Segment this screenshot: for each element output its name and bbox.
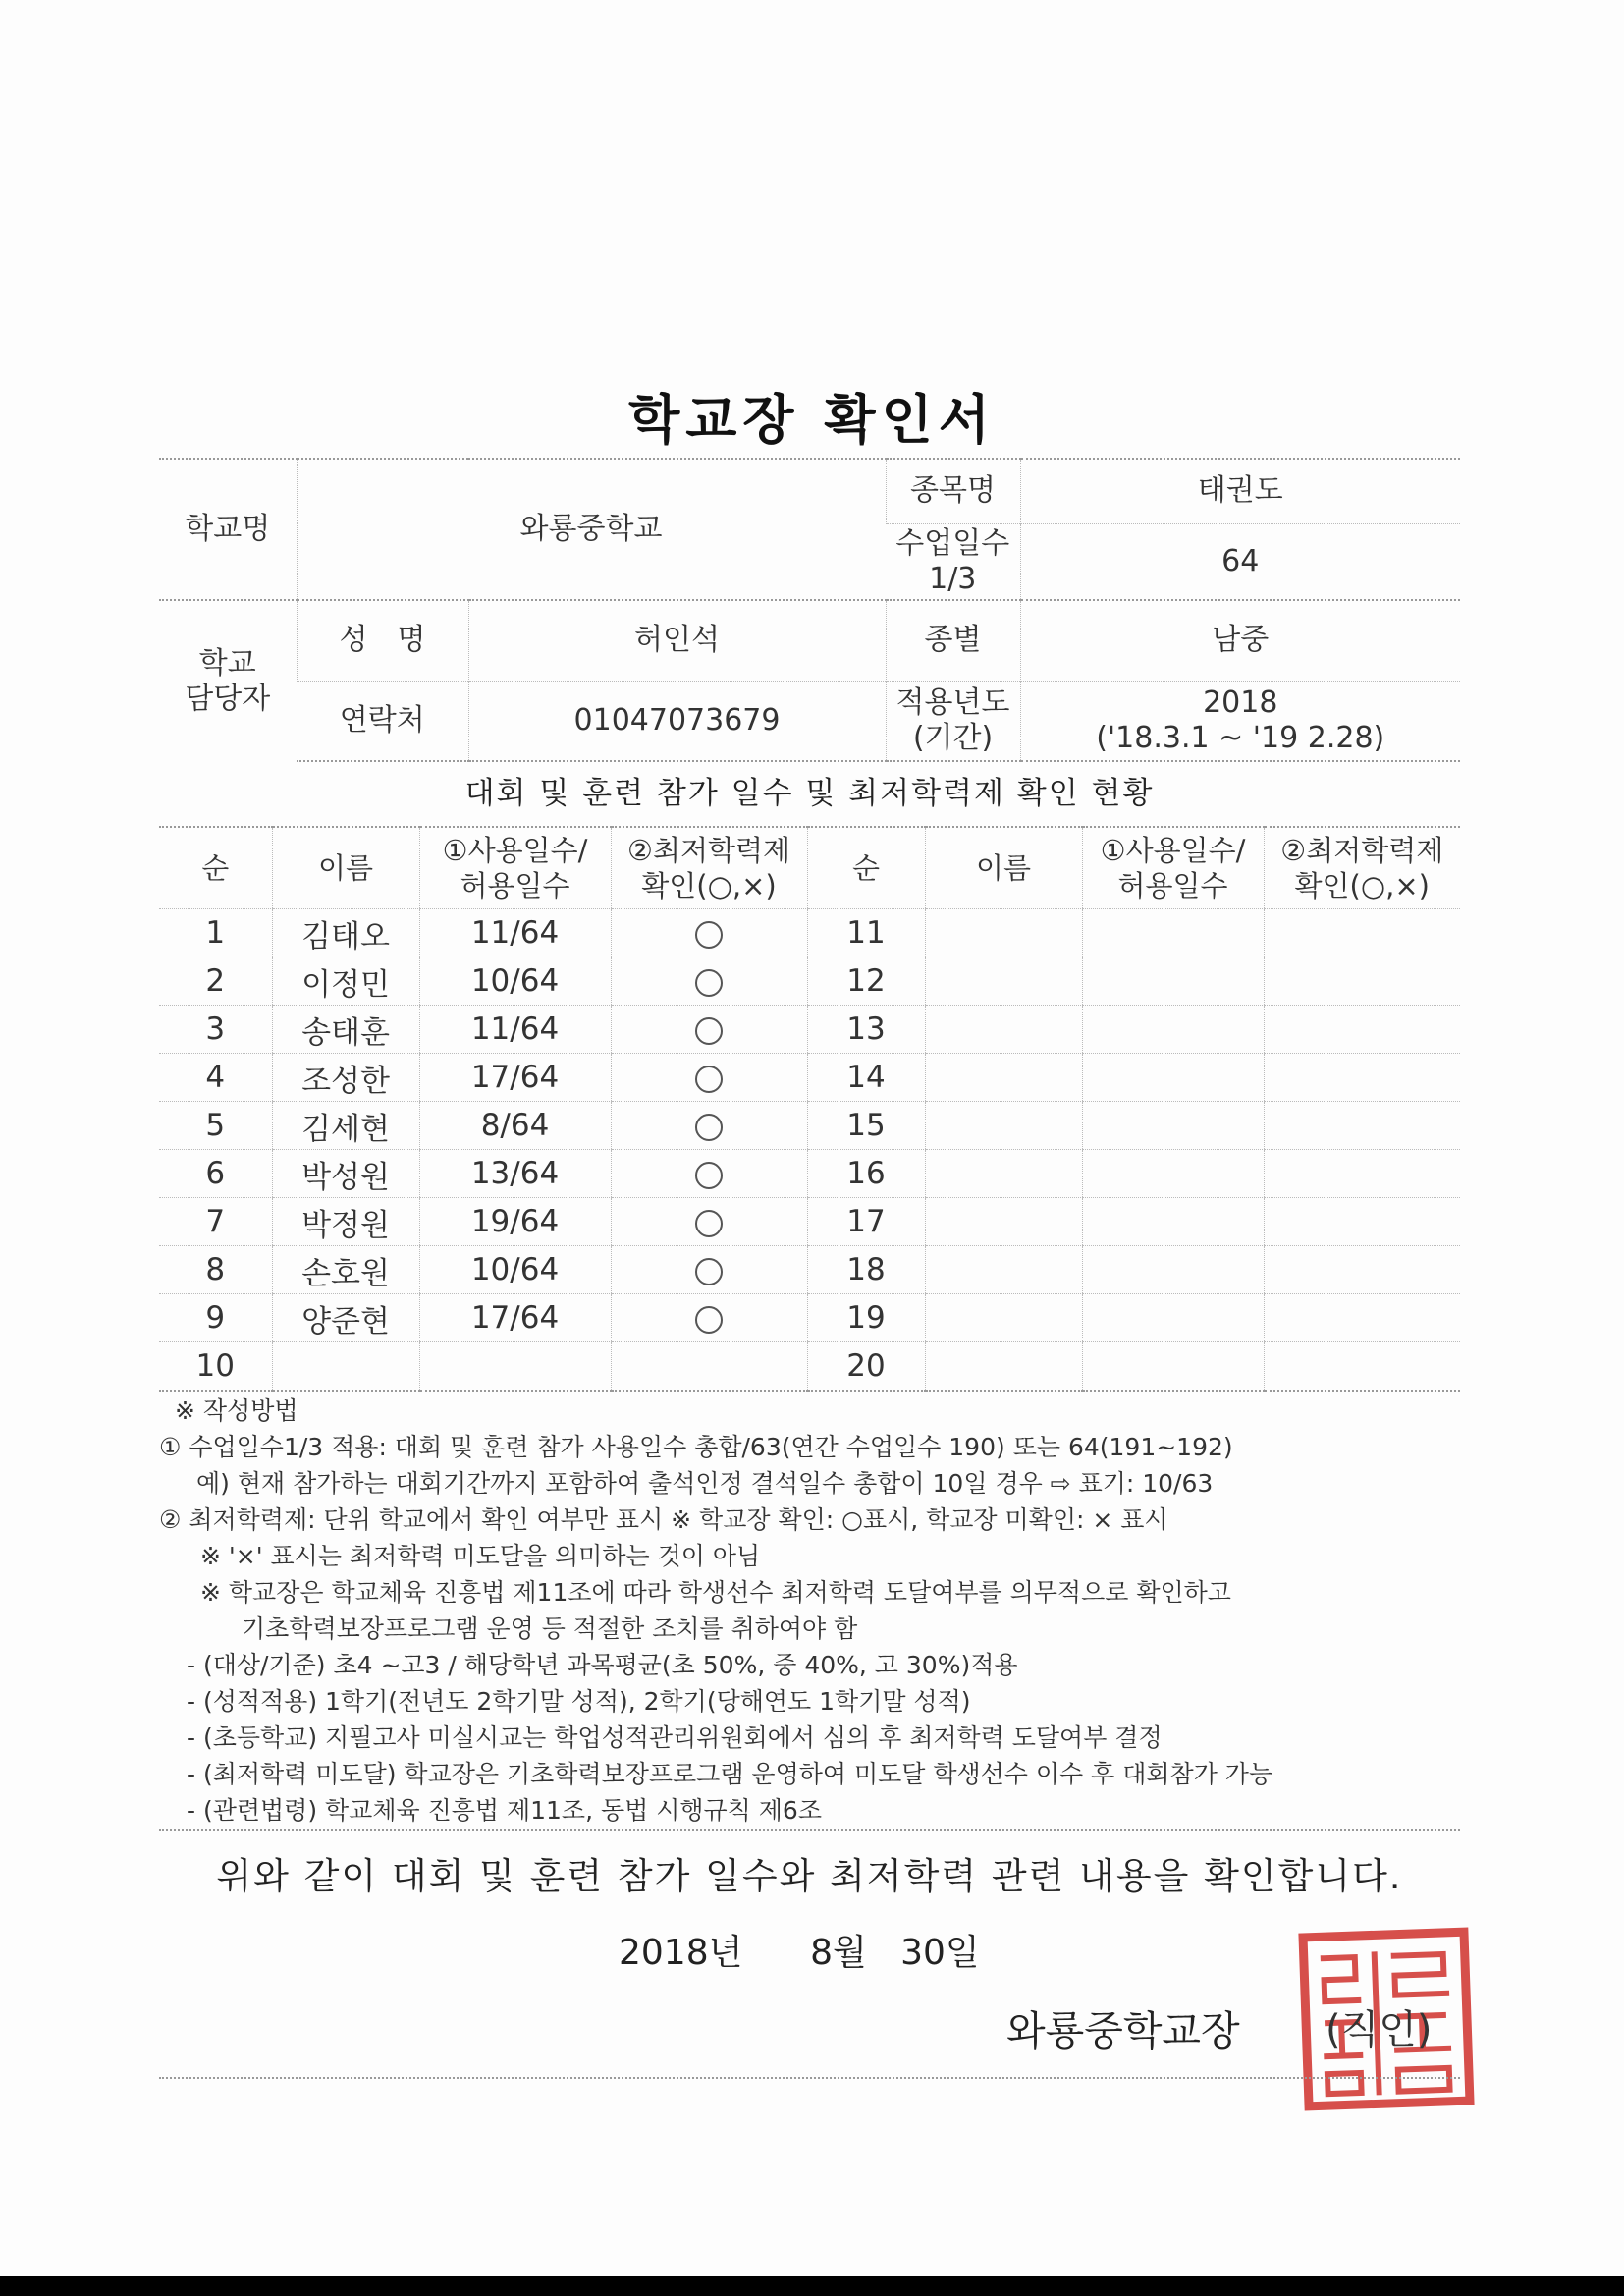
row-name: 송태훈 bbox=[272, 1006, 419, 1054]
roster-header-row bbox=[159, 827, 1460, 909]
row-check bbox=[611, 1150, 807, 1198]
row-no-right: 12 bbox=[807, 957, 925, 1006]
check-circle-icon bbox=[695, 1162, 723, 1189]
days-label: 수업일수 1/3 bbox=[886, 523, 1020, 600]
row-days-right bbox=[1082, 1102, 1264, 1150]
row-name-right bbox=[925, 957, 1082, 1006]
row-name-right bbox=[925, 1294, 1082, 1342]
principal-name: 와룡중학교장 bbox=[1006, 2007, 1240, 2054]
row-no-right: 19 bbox=[807, 1294, 925, 1342]
note-dash-4: - (최저학력 미도달) 학교장은 기초학력보장프로그램 운영하여 미도달 학생선수 이수 후 대회참가 가능 bbox=[187, 1760, 1273, 1788]
row-name-right bbox=[925, 1198, 1082, 1246]
note-dash-5: - (관련법령) 학교체육 진흥법 제11조, 동법 시행규칙 제6조 bbox=[187, 1796, 822, 1825]
note-dash-1: - (대상/기준) 초4 ~고3 / 해당학년 과목평균(초 50%, 중 40%, 고 30%)적용 bbox=[187, 1651, 1018, 1679]
divider bbox=[159, 1829, 1460, 1831]
check-circle-icon bbox=[695, 1306, 723, 1334]
row-no: 10 bbox=[159, 1342, 272, 1392]
row-name-right bbox=[925, 1342, 1082, 1392]
row-name-right bbox=[925, 1054, 1082, 1102]
check-circle-icon bbox=[695, 921, 723, 949]
row-name: 양준현 bbox=[272, 1294, 419, 1342]
category-label: 종별 bbox=[886, 600, 1020, 681]
row-no: 3 bbox=[159, 1006, 272, 1054]
roster-row bbox=[159, 1102, 1460, 1150]
row-check-right bbox=[1264, 1294, 1460, 1342]
row-days-right bbox=[1082, 957, 1264, 1006]
row-days-right bbox=[1082, 1150, 1264, 1198]
note-item-2-sub-2: ※ 학교장은 학교체육 진흥법 제11조에 따라 학생선수 최저학력 도달여부를 의무적으로 확인하고 bbox=[200, 1578, 1231, 1607]
row-check bbox=[611, 957, 807, 1006]
header-days: ①사용일수/ 허용일수 bbox=[419, 827, 611, 909]
notes-section bbox=[159, 1393, 1460, 1829]
check-circle-icon bbox=[695, 1114, 723, 1141]
row-days: 13/64 bbox=[419, 1150, 611, 1198]
roster-row bbox=[159, 1294, 1460, 1342]
check-circle-icon bbox=[695, 1258, 723, 1285]
row-no-right: 15 bbox=[807, 1102, 925, 1150]
row-no: 6 bbox=[159, 1150, 272, 1198]
row-check-right bbox=[1264, 1150, 1460, 1198]
note-item-1-example: 예) 현재 참가하는 대회기간까지 포함하여 출석인정 결석일수 총합이 10일 경우 ⇨ 표기: 10/63 bbox=[196, 1469, 1214, 1498]
sport-label: 종목명 bbox=[886, 459, 1020, 523]
school-value: 와룡중학교 bbox=[297, 459, 886, 600]
check-circle-icon bbox=[695, 1210, 723, 1237]
scan-edge bbox=[0, 2276, 1624, 2296]
row-no-right: 11 bbox=[807, 909, 925, 957]
header-check: ②최저학력제 확인(○,×) bbox=[611, 827, 807, 909]
signature-date: 2018년 8월 30일 bbox=[619, 1933, 980, 1973]
row-name: 김태오 bbox=[272, 909, 419, 957]
header-name-right: 이름 bbox=[925, 827, 1082, 909]
row-days: 11/64 bbox=[419, 1006, 611, 1054]
note-item-1: ① 수업일수1/3 적용: 대회 및 훈련 참가 사용일수 총합/63(연간 수업일수 190) 또는 64(191~192) bbox=[159, 1433, 1233, 1461]
row-days-right bbox=[1082, 1246, 1264, 1294]
note-dash-3: - (초등학교) 지필고사 미실시교는 학업성적관리위원회에서 심의 후 최저학력 도달여부 결정 bbox=[187, 1723, 1163, 1752]
header-name: 이름 bbox=[272, 827, 419, 909]
staff-label: 학교 담당자 bbox=[159, 600, 297, 761]
row-no-right: 16 bbox=[807, 1150, 925, 1198]
row-check-right bbox=[1264, 1006, 1460, 1054]
row-days: 10/64 bbox=[419, 1246, 611, 1294]
row-days bbox=[419, 1342, 611, 1392]
row-no-right: 13 bbox=[807, 1006, 925, 1054]
row-days-right bbox=[1082, 1198, 1264, 1246]
row-no-right: 18 bbox=[807, 1246, 925, 1294]
info-table bbox=[159, 458, 1460, 762]
row-name: 박정원 bbox=[272, 1198, 419, 1246]
row-no: 5 bbox=[159, 1102, 272, 1150]
row-days-right bbox=[1082, 1006, 1264, 1054]
row-check bbox=[611, 1246, 807, 1294]
roster-row bbox=[159, 1246, 1460, 1294]
row-days: 10/64 bbox=[419, 957, 611, 1006]
row-no-right: 20 bbox=[807, 1342, 925, 1392]
row-days: 19/64 bbox=[419, 1198, 611, 1246]
row-days: 17/64 bbox=[419, 1294, 611, 1342]
row-check bbox=[611, 1294, 807, 1342]
row-name: 박성원 bbox=[272, 1150, 419, 1198]
row-name: 이정민 bbox=[272, 957, 419, 1006]
row-check-right bbox=[1264, 1342, 1460, 1392]
row-days: 8/64 bbox=[419, 1102, 611, 1150]
roster-row bbox=[159, 957, 1460, 1006]
sport-value: 태권도 bbox=[1020, 459, 1460, 523]
row-name-right bbox=[925, 1246, 1082, 1294]
category-value: 남중 bbox=[1020, 600, 1460, 681]
roster-row bbox=[159, 1342, 1460, 1392]
row-days-right bbox=[1082, 1294, 1264, 1342]
row-check bbox=[611, 1198, 807, 1246]
name-value: 허인석 bbox=[468, 600, 886, 681]
seal-label: (직인) bbox=[1326, 2007, 1433, 2052]
check-circle-icon bbox=[695, 969, 723, 997]
row-no: 7 bbox=[159, 1198, 272, 1246]
row-check-right bbox=[1264, 1102, 1460, 1150]
roster-row bbox=[159, 909, 1460, 957]
contact-label: 연락처 bbox=[297, 681, 468, 761]
row-no-right: 17 bbox=[807, 1198, 925, 1246]
row-days: 11/64 bbox=[419, 909, 611, 957]
section-subtitle: 대회 및 훈련 참가 일수 및 최저학력제 확인 현황 bbox=[464, 776, 1155, 811]
notes-heading: ※ 작성방법 bbox=[175, 1396, 298, 1425]
row-days: 17/64 bbox=[419, 1054, 611, 1102]
header-no: 순 bbox=[159, 827, 272, 909]
row-check-right bbox=[1264, 1246, 1460, 1294]
row-days-right bbox=[1082, 909, 1264, 957]
row-name: 손호원 bbox=[272, 1246, 419, 1294]
check-circle-icon bbox=[695, 1066, 723, 1093]
header-days-right: ①사용일수/ 허용일수 bbox=[1082, 827, 1264, 909]
document-title: 학교장 확인서 bbox=[628, 389, 996, 451]
contact-value: 01047073679 bbox=[468, 681, 886, 761]
roster-table bbox=[159, 826, 1460, 1392]
row-no: 8 bbox=[159, 1246, 272, 1294]
row-name-right bbox=[925, 1102, 1082, 1150]
row-no: 1 bbox=[159, 909, 272, 957]
row-check-right bbox=[1264, 909, 1460, 957]
header-no-right: 순 bbox=[807, 827, 925, 909]
roster-row bbox=[159, 1150, 1460, 1198]
roster-row bbox=[159, 1054, 1460, 1102]
confirmation-text: 위와 같이 대회 및 훈련 참가 일수와 최저학력 관련 내용을 확인합니다. bbox=[216, 1855, 1403, 1897]
row-check bbox=[611, 1342, 807, 1392]
school-label: 학교명 bbox=[159, 459, 297, 600]
row-name: 김세현 bbox=[272, 1102, 419, 1150]
row-name: 조성한 bbox=[272, 1054, 419, 1102]
row-check bbox=[611, 1006, 807, 1054]
row-name bbox=[272, 1342, 419, 1392]
row-no: 2 bbox=[159, 957, 272, 1006]
row-no: 4 bbox=[159, 1054, 272, 1102]
row-check bbox=[611, 909, 807, 957]
note-item-2: ② 최저학력제: 단위 학교에서 확인 여부만 표시 ※ 학교장 확인: ○표시, 학교장 미확인: × 표시 bbox=[159, 1505, 1168, 1534]
row-check bbox=[611, 1054, 807, 1102]
row-name-right bbox=[925, 1006, 1082, 1054]
row-check-right bbox=[1264, 1054, 1460, 1102]
bottom-divider bbox=[159, 2077, 1460, 2079]
note-dash-2: - (성적적용) 1학기(전년도 2학기말 성적), 2학기(당해연도 1학기말 성적) bbox=[187, 1687, 971, 1716]
roster-row bbox=[159, 1006, 1460, 1054]
header-check-right: ②최저학력제 확인(○,×) bbox=[1264, 827, 1460, 909]
days-value: 64 bbox=[1020, 523, 1460, 600]
year-value: 2018 ('18.3.1 ~ '19 2.28) bbox=[1020, 681, 1460, 761]
roster-row bbox=[159, 1198, 1460, 1246]
row-check-right bbox=[1264, 1198, 1460, 1246]
row-check-right bbox=[1264, 957, 1460, 1006]
row-no: 9 bbox=[159, 1294, 272, 1342]
check-circle-icon bbox=[695, 1017, 723, 1045]
year-label: 적용년도 (기간) bbox=[886, 681, 1020, 761]
row-check bbox=[611, 1102, 807, 1150]
note-item-2-sub-1: ※ '×' 표시는 최저학력 미도달을 의미하는 것이 아님 bbox=[200, 1542, 761, 1570]
note-item-2-sub-2-cont: 기초학력보장프로그램 운영 등 적절한 조치를 취하여야 함 bbox=[242, 1614, 858, 1643]
row-days-right bbox=[1082, 1342, 1264, 1392]
row-name-right bbox=[925, 909, 1082, 957]
row-name-right bbox=[925, 1150, 1082, 1198]
row-days-right bbox=[1082, 1054, 1264, 1102]
name-label: 성 명 bbox=[297, 600, 468, 681]
row-no-right: 14 bbox=[807, 1054, 925, 1102]
